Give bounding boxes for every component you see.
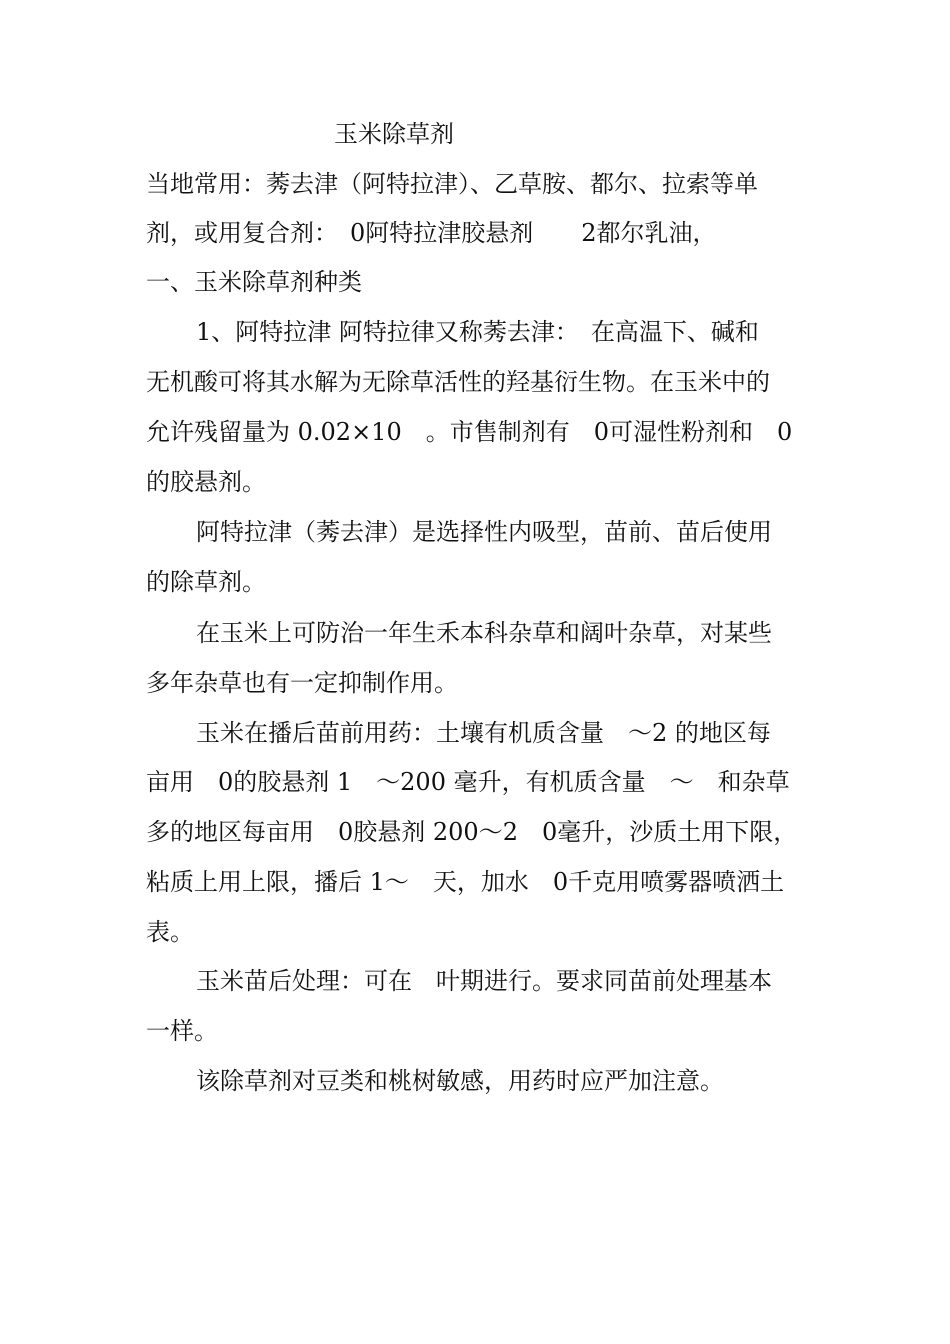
text-line: 亩用 0的胶悬剂 1 ～200 毫升，有机质含量 ～ 和杂草: [146, 768, 790, 796]
text-line: 在玉米上可防治一年生禾本科杂草和阔叶杂草，对某些: [196, 619, 772, 647]
text-line: 一样。: [146, 1017, 218, 1045]
text-line: 当地常用：莠去津（阿特拉津）、乙草胺、都尔、拉索等单: [146, 170, 758, 198]
text-line: 玉米苗后处理：可在 叶期进行。要求同苗前处理基本: [196, 967, 772, 995]
text-line: 表。: [146, 918, 194, 946]
text-line: 多的地区每亩用 0胶悬剂 200～2 0毫升，沙质土用下限，: [146, 818, 798, 846]
text-line: 阿特拉津（莠去津）是选择性内吸型，苗前、苗后使用: [196, 518, 772, 546]
text-line: 粘质上用上限，播后 1～ 天，加水 0千克用喷雾器喷洒土: [146, 868, 785, 896]
section-heading: 一、玉米除草剂种类: [146, 268, 362, 296]
text-line: 无机酸可将其水解为无除草活性的羟基衍生物。在玉米中的: [146, 368, 770, 396]
text-line: 该除草剂对豆类和桃树敏感，用药时应严加注意。: [196, 1067, 724, 1095]
text-line: 1、阿特拉津 阿特拉律又称莠去津： 在高温下、碱和: [196, 318, 759, 346]
document-title: 玉米除草剂: [334, 120, 454, 148]
text-line: 的除草剂。: [146, 568, 266, 596]
text-line: 的胶悬剂。: [146, 468, 266, 496]
text-line: 剂，或用复合剂： 0阿特拉津胶悬剂 2都尔乳油，: [146, 219, 717, 247]
text-line: 多年杂草也有一定抑制作用。: [146, 669, 458, 697]
text-line: 玉米在播后苗前用药：土壤有机质含量 ～2 的地区每: [196, 719, 771, 747]
text-line: 允许残留量为 0.02×10 。市售制剂有 0可湿性粉剂和 0: [146, 418, 793, 446]
